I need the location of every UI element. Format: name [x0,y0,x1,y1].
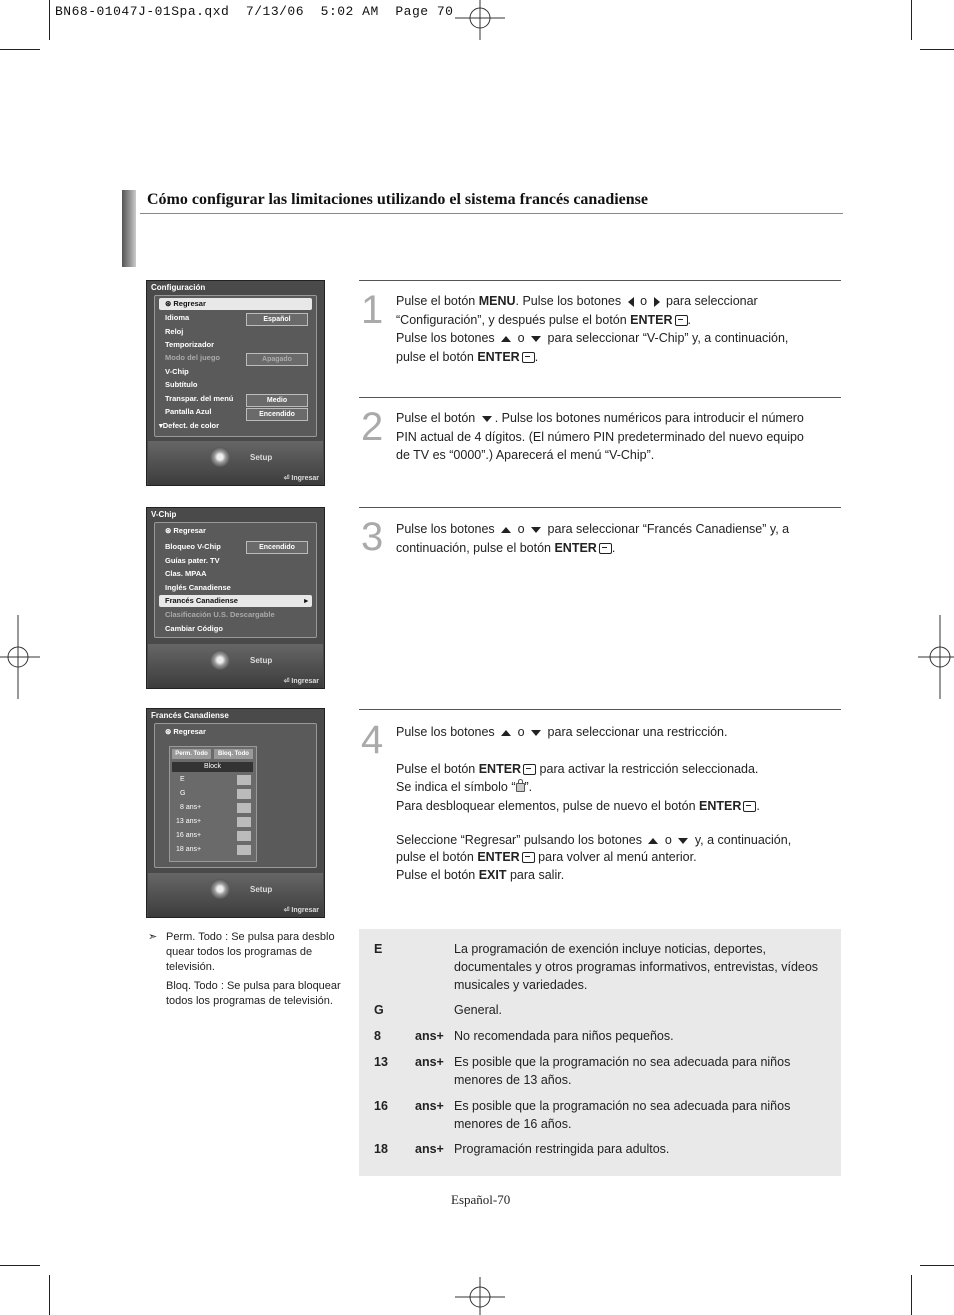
back-icon: ⊛ [165,526,174,535]
rating-code: E [374,942,383,956]
step-3-text: Pulse los botones o para seleccionar “Francés Canadiense” y, a continuación, pulse el botón ENTER . [396,522,790,555]
step-4-text: Pulse los botones o para seleccionar una restricción. Pulse el botón ENTER para activar la restricción seleccionada. Se indica el símbolo “ ”. Para desbloquear elementos, pulse de nuevo el botón ENTER . Seleccione “Regresar” pulsando los botones o y, a continuación, pulse el botón ENTER para volver al menú anterior. Pulse el botón EXIT para salir. [396,725,792,882]
title-divider [140,213,843,214]
rating-row[interactable]: G [172,788,253,800]
value-pantalla-azul: Encendido [246,408,308,421]
rating-code: 13 [374,1055,388,1069]
ratings-table [359,929,841,1176]
enter-icon [675,315,688,326]
gear-icon [210,447,230,467]
page-number: Español-70 [451,1192,511,1207]
screen-footer [148,873,323,917]
up-arrow-icon [501,730,511,736]
down-arrow-icon [531,730,541,736]
lock-icon [237,845,251,855]
lock-icon [237,803,251,813]
menu-item-reloj[interactable]: Reloj [165,327,184,336]
enter-hint: ⏎ Ingresar [283,907,319,914]
setup-label: Setup [250,453,273,462]
menu-item-clas-mpaa[interactable]: Clas. MPAA [165,569,207,578]
crop-mark [49,0,50,40]
up-arrow-icon [648,838,658,844]
gear-icon [210,879,230,899]
lock-icon [237,817,251,827]
menu-panel [154,522,317,638]
note-bloq-todo: Bloq. Todo : Se pulsa para bloquear todos los programas de televisión. [166,980,341,1007]
enter-icon [743,801,756,812]
rating-code: 16 [374,1099,388,1113]
crop-mark [0,1265,40,1266]
menu-item-clasificacion-us[interactable]: Clasificación U.S. Descargable [165,610,275,619]
block-header: Block [172,762,253,772]
value-bloqueo: Encendido [246,541,308,554]
rating-desc: No recomendada para niños pequeños. [454,1029,674,1043]
menu-item-modo-juego[interactable]: Modo del juego [165,353,220,362]
rating-ans: ans+ [415,1029,444,1043]
menu-panel [154,295,317,437]
gear-icon [210,650,230,670]
tv-screen-v-chip [146,507,325,689]
step-number: 4 [361,718,384,762]
value-transpar: Medio [246,394,308,407]
enter-icon [522,352,535,363]
rating-row[interactable]: 8 ans+ [172,802,253,814]
menu-item-bloqueo-v-chip[interactable]: Bloqueo V-Chip [165,542,221,551]
step-number: 2 [361,405,384,449]
enter-icon: ⏎ [283,678,292,685]
rating-row[interactable]: 18 ans+ [172,844,253,856]
enter-hint: ⏎ Ingresar [283,475,319,482]
rating-row[interactable]: 16 ans+ [172,830,253,842]
rating-code: 8 [374,1029,381,1043]
rating-code: G [374,1003,384,1017]
up-arrow-icon [501,336,511,342]
crop-mark [911,1275,912,1315]
up-arrow-icon [501,527,511,533]
registration-mark-icon [0,615,40,699]
left-arrow-icon [628,297,634,307]
down-arrow-icon [678,838,688,844]
arrow-right-icon: ▸ [304,596,308,605]
menu-panel [154,723,317,868]
down-arrow-icon [482,416,492,422]
menu-item-regresar[interactable]: ⊛ Regresar [165,526,206,535]
step-divider [359,709,841,710]
enter-icon: ⏎ [283,907,292,914]
lock-icon [237,789,251,799]
rating-row[interactable]: 13 ans+ [172,816,253,828]
enter-icon: ⏎ [283,475,292,482]
menu-item-v-chip[interactable]: V-Chip [165,367,189,376]
step-number: 1 [361,288,384,332]
down-arrow-icon [531,336,541,342]
rating-ans: ans+ [415,1142,444,1156]
value-idioma: Español [246,313,308,326]
enter-icon [599,543,612,554]
menu-item-ingles-canadiense[interactable]: Inglés Canadiense [165,583,231,592]
rating-desc: General. [454,1003,502,1017]
rating-ans: ans+ [415,1055,444,1069]
step-divider [359,507,841,508]
menu-item-pantalla-azul[interactable]: Pantalla Azul [165,407,212,416]
rating-desc: Programación restringida para adultos. [454,1142,670,1156]
page-title: Cómo configurar las limitaciones utilizando el sistema francés canadiense [147,191,648,208]
menu-item-guias-pater[interactable]: Guías pater. TV [165,556,220,565]
screen-footer [148,441,323,485]
menu-item-cambiar-codigo[interactable]: Cambiar Código [165,624,223,633]
value-modo-juego: Apagado [246,353,308,366]
rating-ans: ans+ [415,1099,444,1113]
screen-title: Francés Canadiense [151,711,229,720]
right-arrow-icon [654,297,660,307]
screen-footer [148,644,323,688]
menu-item-subtitulo[interactable]: Subtítulo [165,380,198,389]
lock-icon [237,831,251,841]
lock-icon [516,783,525,792]
enter-icon [523,764,536,775]
crop-mark [911,0,912,40]
crop-mark [920,49,954,50]
tv-screen-configuracion [146,280,325,486]
registration-mark-icon [918,615,954,699]
perm-todo-button[interactable]: Perm. Todo [172,749,211,759]
menu-item-temporizador[interactable]: Temporizador [165,340,215,349]
note-perm-todo: ➣ Perm. Todo : Se pulsa para desblo quear todos los programas de televisión. [148,931,335,973]
step-2-text: Pulse el botón . Pulse los botones numéricos para introducir el número PIN actual de 4 dígitos. (El número PIN predeterminado del nuevo equipo de TV es “0000”.) Aparecerá el menú “V-Chip”. [396,411,804,462]
setup-label: Setup [250,656,273,665]
bloq-todo-button[interactable]: Bloq. Todo [214,749,253,759]
enter-hint: ⏎ Ingresar [283,678,319,685]
rating-desc: La programación de exención incluye noticias, deportes, documentales y otros programas informativos, entrevistas, vídeos musicales y variedades. [454,942,819,992]
lock-icon [237,775,251,785]
rating-row[interactable]: E [172,774,253,786]
menu-item-regresar[interactable]: ⊛ Regresar [159,298,312,310]
ratings-grid [169,746,257,862]
file-header: BN68-01047J-01Spa.qxd 7/13/06 5:02 AM Page 70 [55,4,454,19]
rating-code: 18 [374,1142,388,1156]
menu-item-defect-color[interactable]: ▾Defect. de color [159,421,220,430]
step-divider [359,397,841,398]
step-number: 3 [361,515,384,559]
enter-icon [522,852,535,863]
screen-title: V-Chip [151,510,177,519]
menu-item-frances-canadiense[interactable]: Francés Canadiense ▸ [159,595,312,607]
setup-label: Setup [250,885,273,894]
back-icon: ⊛ [165,727,174,736]
back-icon: ⊛ [165,299,174,308]
crop-mark [49,1275,50,1315]
menu-item-regresar[interactable]: ⊛ Regresar [165,727,206,736]
rating-desc: Es posible que la programación no sea adecuada para niños menores de 13 años. [454,1055,791,1087]
note-block [148,930,358,1009]
registration-mark-icon [455,1277,505,1315]
down-arrow-icon [531,527,541,533]
step-1-text: Pulse el botón MENU. Pulse los botones o para seleccionar “Configuración”, y después pulse el botón ENTER . Pulse los botones o para seleccionar “V-Chip” y, a continuación, pulse el botón ENTER . [396,294,789,364]
note-arrow-icon: ➣ [148,931,158,943]
crop-mark [0,49,40,50]
step-divider [359,280,841,281]
rating-desc: Es posible que la programación no sea adecuada para niños menores de 16 años. [454,1099,791,1131]
tv-screen-frances-canadiense [146,708,325,918]
title-accent-bar [122,190,136,267]
menu-item-idioma[interactable]: Idioma [165,313,190,322]
screen-title: Configuración [151,283,206,292]
crop-mark [920,1265,954,1266]
registration-mark-icon [455,0,505,40]
menu-item-transpar[interactable]: Transpar. del menú [165,394,234,403]
